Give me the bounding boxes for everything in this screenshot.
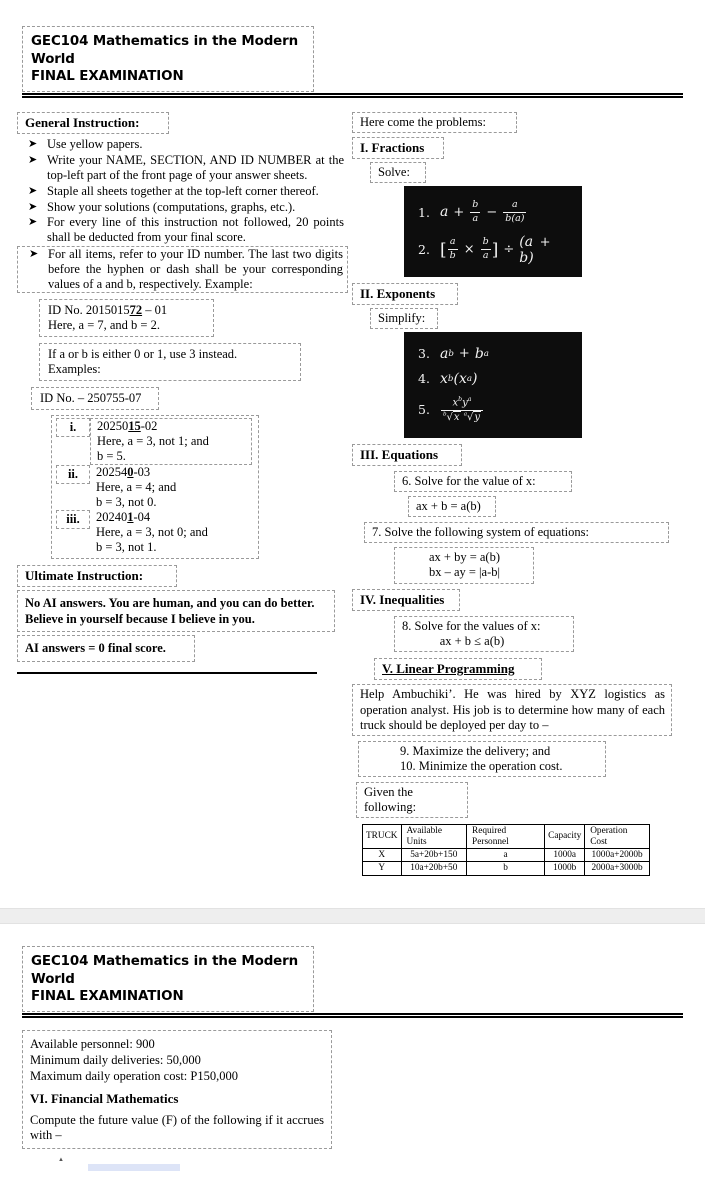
list-item: [17, 200, 348, 215]
id-example-box-1: [39, 299, 214, 337]
roman-example-row: [56, 465, 252, 510]
roman-label: iii.: [56, 510, 90, 529]
item-9: 9. Maximize the delivery; and: [400, 744, 551, 759]
instruction-text: For every line of this instruction not followed, 20 points shall be deducted from your final score.: [47, 215, 344, 245]
item-7-equations-block: [394, 547, 534, 584]
instruction-list: [17, 137, 348, 293]
fractions-directive-block: [370, 162, 426, 183]
instruction-text: Show your solutions (computations, graphs, etc.).: [47, 199, 296, 214]
arrow-bullet-icon: ➤: [28, 199, 38, 213]
roman-example-row: [56, 510, 252, 555]
section-linear-programming-title: V. Linear Programming: [382, 661, 515, 677]
math-item-number: 5.: [418, 402, 430, 418]
list-item: [17, 153, 348, 183]
problems-intro-text: Here come the problems:: [360, 115, 486, 130]
document-header: [22, 26, 314, 92]
cell-capacity: 1000b: [545, 862, 585, 875]
roman-note-1: Here, a = 3, not 1; and: [97, 433, 209, 448]
instruction-text: Use yellow papers.: [47, 137, 143, 152]
roman-id-prefix: 20250: [97, 418, 129, 433]
arrow-bullet-icon: ➤: [29, 247, 39, 261]
math-expression-3: a b + b a: [440, 345, 489, 362]
instruction-text: Write your NAME, SECTION, AND ID NUMBER at the top-left part of the front page of your answer sheets.: [47, 152, 344, 182]
list-item: [17, 215, 348, 245]
section-exponents-title-block: [352, 283, 458, 305]
roman-id-suffix: -04: [133, 509, 151, 524]
section-inequalities-title: IV. Inequalities: [360, 591, 445, 607]
roman-id: [97, 419, 251, 434]
table-header-required-personnel: Required Personnel: [467, 825, 545, 849]
arrow-bullet-icon: ➤: [28, 215, 38, 229]
no-ai-answers-block: [17, 590, 335, 633]
page-2: [0, 946, 705, 1171]
id-example-text: ID No. – 250755-07: [40, 390, 142, 405]
id-example-suffix: – 01: [142, 302, 168, 317]
general-instruction-heading-block: [17, 112, 169, 134]
instruction-text: For all items, refer to your ID number. The last two digits before the hyphen or dash shall be your corresponding values of a and b, respectively. Example:: [48, 247, 343, 291]
id-example-box-2: [31, 387, 159, 410]
roman-id-bold: 15: [128, 418, 141, 433]
arrow-bullet-icon: ➤: [28, 183, 38, 197]
zero-one-note-line-2: Examples:: [48, 361, 101, 376]
given-following-block: [356, 782, 468, 818]
roman-label: i.: [56, 418, 90, 437]
zero-one-note-line-1: If a or b is either 0 or 1, use 3 instead.: [48, 346, 238, 361]
math-expression-2: [ $\frac{a}{b}$ × $\frac{b}{a}$ ] ÷ (a + b): [440, 233, 551, 266]
no-ai-answers-text: No AI answers. You are human, and you can do better. Believe in yourself because I believe in you.: [25, 595, 315, 627]
linear-programming-goals-block: [358, 741, 606, 777]
table-header-operation-cost: Operation Cost: [585, 825, 650, 849]
arrow-bullet-icon: ➤: [28, 137, 38, 151]
roman-note-2: b = 5.: [97, 448, 126, 463]
text-selection-highlight[interactable]: [88, 1164, 180, 1171]
table-row: [363, 849, 650, 862]
exponents-directive-block: [370, 308, 438, 329]
financial-mathematics-prompt: Compute the future value (F) of the following if it accrues with –: [30, 1112, 324, 1142]
ai-zero-score-text: AI answers = 0 final score.: [25, 641, 166, 656]
page-1: [0, 26, 705, 908]
item-7-equation-2: bx – ay = |a-b|: [428, 565, 501, 580]
roman-id: [96, 465, 252, 480]
item-7-prompt: 7. Solve the following system of equations:: [372, 524, 589, 539]
cell-available-units: 10a+20b+50: [401, 862, 467, 875]
math-expression-4: x b ( x a ): [440, 370, 478, 387]
roman-id-prefix: 20254: [96, 464, 128, 479]
given-following-label: Given the following:: [364, 785, 417, 815]
table-header-truck: TRUCK: [363, 825, 402, 849]
item-6-equation: ax + b = a(b): [416, 498, 481, 513]
table-row: [363, 862, 650, 875]
fractions-directive: Solve:: [378, 165, 410, 180]
cell-available-units: 5a+20b+150: [401, 849, 467, 862]
left-column: [0, 98, 348, 674]
roman-id-prefix: 20240: [96, 509, 128, 524]
roman-example-row: [56, 418, 252, 465]
table-header-capacity: Capacity: [545, 825, 585, 849]
section-equations-title-block: [352, 444, 462, 466]
cell-required-personnel: a: [467, 849, 545, 862]
math-item-3: [418, 346, 570, 362]
instruction-text: Staple all sheets together at the top-left corner thereof.: [47, 183, 319, 198]
math-item-number: 1.: [418, 204, 430, 220]
math-item-number: 2.: [418, 242, 430, 258]
exam-title: FINAL EXAMINATION: [31, 69, 184, 85]
constraint-minimum-deliveries: Minimum daily deliveries: 50,000: [30, 1053, 201, 1068]
roman-id-suffix: -02: [140, 418, 158, 433]
exam-title: FINAL EXAMINATION: [31, 989, 184, 1005]
roman-id-bold: 0: [127, 464, 134, 479]
list-item: [17, 184, 348, 199]
roman-body: [90, 465, 252, 510]
item-7-prompt-block: [364, 522, 669, 543]
roman-id: [96, 510, 252, 525]
arrow-bullet-icon: ➤: [28, 152, 38, 166]
constraint-maximum-operation-cost: Maximum daily operation cost: P150,000: [30, 1069, 238, 1084]
math-expression-1: a + $\frac{b}{a}$ − $\frac{a}{b(a)}$: [440, 199, 525, 224]
course-title: GEC104 Mathematics in the Modern World: [31, 34, 299, 67]
roman-id-bold: 1: [127, 509, 134, 524]
exponents-math-box: [404, 332, 582, 438]
section-equations-title: III. Equations: [360, 446, 439, 462]
math-item-1: [418, 200, 570, 225]
roman-note-2: b = 3, not 1.: [96, 539, 157, 554]
zero-one-note-box: [39, 343, 301, 381]
constraint-available-personnel: Available personnel: 900: [30, 1036, 155, 1051]
section-fractions-title-block: [352, 137, 444, 159]
cell-operation-cost: 1000a+2000b: [585, 849, 650, 862]
math-expression-5: $\frac{x^by^a}{^b√x ^a√y}$: [440, 396, 484, 424]
cell-truck: Y: [363, 862, 402, 875]
item-6-prompt-block: [394, 471, 572, 492]
ultimate-instruction-heading: Ultimate Instruction:: [25, 567, 144, 583]
math-item-4: [418, 371, 570, 387]
roman-body: [90, 510, 252, 555]
exponents-directive: Simplify:: [378, 310, 426, 325]
constraints-block: [22, 1030, 332, 1149]
roman-label: ii.: [56, 465, 90, 484]
item-7-equation-1: ax + by = a(b): [428, 549, 501, 564]
cell-required-personnel: b: [467, 862, 545, 875]
section-inequalities-title-block: [352, 589, 460, 611]
truck-table: [362, 824, 650, 876]
cell-capacity: 1000a: [545, 849, 585, 862]
roman-id-suffix: -03: [133, 464, 151, 479]
table-header-row: [363, 825, 650, 849]
list-item: [17, 246, 348, 293]
id-example-prefix: ID No. 2015015: [48, 302, 130, 317]
page-separator: [0, 908, 705, 924]
item-8-block: [394, 616, 574, 653]
page-1-columns: [0, 98, 705, 908]
id-example-line-2: Here, a = 7, and b = 2.: [48, 317, 160, 332]
right-column: [348, 98, 705, 908]
math-item-5: [418, 396, 570, 424]
item-6-prompt: 6. Solve for the value of x:: [402, 473, 536, 488]
roman-note-1: Here, a = 4; and: [96, 479, 177, 494]
section-financial-mathematics-title: VI. Financial Mathematics: [30, 1090, 179, 1106]
item-8-equation: ax + b ≤ a(b): [439, 633, 505, 648]
item-10: 10. Minimize the operation cost.: [400, 759, 563, 774]
ai-zero-score-block: [17, 635, 195, 661]
roman-note-2: b = 3, not 0.: [96, 494, 157, 509]
cursor-caret-icon: ▲: [58, 1156, 64, 1163]
table-header-available-units: Available Units: [401, 825, 467, 849]
fractions-math-box: [404, 186, 582, 277]
id-example-bold-digits: 72: [129, 302, 143, 317]
general-instruction-heading: General Instruction:: [25, 115, 140, 131]
section-linear-programming-title-block: [374, 658, 542, 680]
roman-note-1: Here, a = 3, not 0; and: [96, 524, 208, 539]
roman-body: [90, 418, 252, 465]
page-2-body: [0, 1018, 352, 1149]
math-item-2: [418, 234, 570, 266]
section-fractions-title: I. Fractions: [360, 140, 425, 156]
math-item-number: 3.: [418, 346, 430, 362]
cell-operation-cost: 2000a+3000b: [585, 862, 650, 875]
left-column-bottom-rule: [17, 672, 317, 674]
roman-examples-list: [51, 415, 259, 559]
id-example-line-1: [48, 303, 205, 318]
item-8-prompt: 8. Solve for the values of x:: [402, 618, 541, 633]
course-title: GEC104 Mathematics in the Modern World: [31, 953, 299, 987]
section-exponents-title: II. Exponents: [360, 285, 436, 301]
document-header: [22, 946, 314, 1012]
list-item: [17, 137, 348, 152]
ultimate-instruction-heading-block: [17, 565, 177, 587]
problems-intro-block: [352, 112, 517, 133]
item-6-equation-block: [408, 496, 496, 517]
math-item-number: 4.: [418, 371, 430, 387]
cell-truck: X: [363, 849, 402, 862]
linear-programming-scenario: Help Ambuchiki’. He was hired by XYZ logistics as operation analyst. His job is to determine how many of each truck should be deployed per day to –: [360, 687, 665, 732]
linear-programming-scenario-block: [352, 684, 672, 736]
